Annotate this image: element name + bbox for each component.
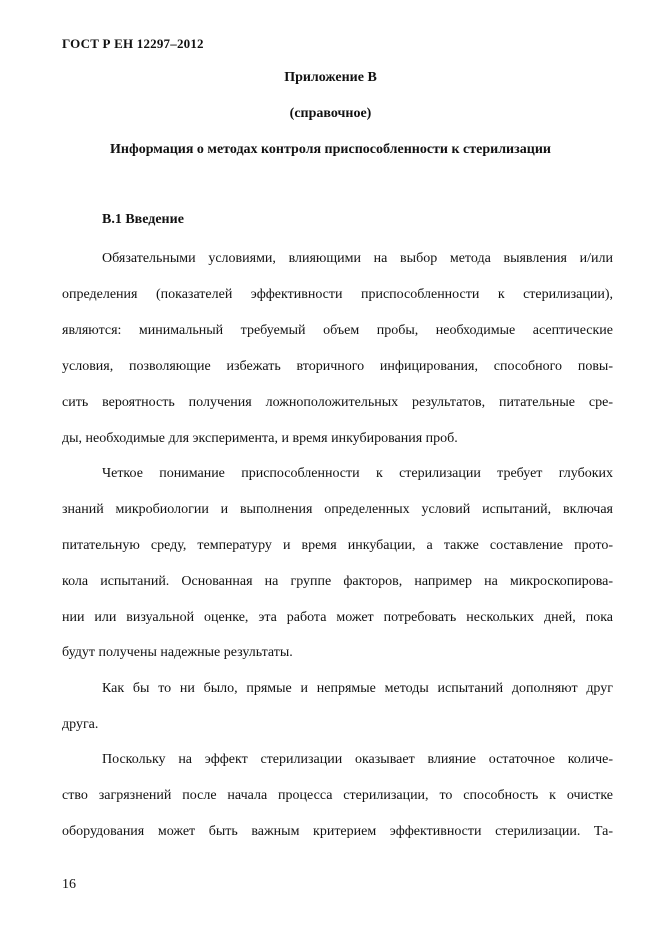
text-line: нии или визуальной оценке, эта работа может потребовать нескольких дней, пока [62, 610, 613, 625]
section-title: В.1 Введение [102, 212, 184, 227]
text-line: являются: минимальный требуемый объем пробы, необходимые асептические [62, 323, 613, 338]
text-line: условия, позволяющие избежать вторичного инфицирования, способного повы- [62, 359, 613, 374]
document-header: ГОСТ Р ЕН 12297–2012 [62, 36, 204, 51]
appendix-type: (справочное) [289, 106, 372, 121]
text-line: знаний микробиологии и выполнения определенных условий испытаний, включая [62, 502, 613, 517]
appendix-heading: Информация о методах контроля приспособленности к стерилизации [110, 142, 551, 157]
text-line: определения (показателей эффективности приспособленности к стерилизации), [62, 287, 613, 302]
text-line: сить вероятность получения ложноположительных результатов, питательные сре- [62, 395, 613, 410]
text-line: оборудования может быть важным критерием эффективности стерилизации. Та- [62, 824, 613, 839]
text-line: ды, необходимые для эксперимента, и время инкубирования проб. [62, 431, 458, 446]
page-number: 16 [62, 877, 76, 892]
text-line: будут получены надежные результаты. [62, 645, 293, 660]
text-line: Поскольку на эффект стерилизации оказывает влияние остаточное количе- [102, 752, 613, 767]
appendix-title: Приложение В [284, 70, 377, 85]
text-line: кола испытаний. Основанная на группе факторов, например на микроскопирова- [62, 574, 613, 589]
text-line: Как бы то ни было, прямые и непрямые методы испытаний дополняют друг [102, 681, 613, 696]
text-line: Обязательными условиями, влияющими на выбор метода выявления и/или [102, 251, 613, 266]
text-line: питательную среду, температуру и время инкубации, а также составление прото- [62, 538, 613, 553]
text-line: Четкое понимание приспособленности к стерилизации требует глубоких [102, 466, 613, 481]
text-line: друга. [62, 717, 99, 732]
text-line: ство загрязнений после начала процесса стерилизации, то способность к очистке [62, 788, 613, 803]
